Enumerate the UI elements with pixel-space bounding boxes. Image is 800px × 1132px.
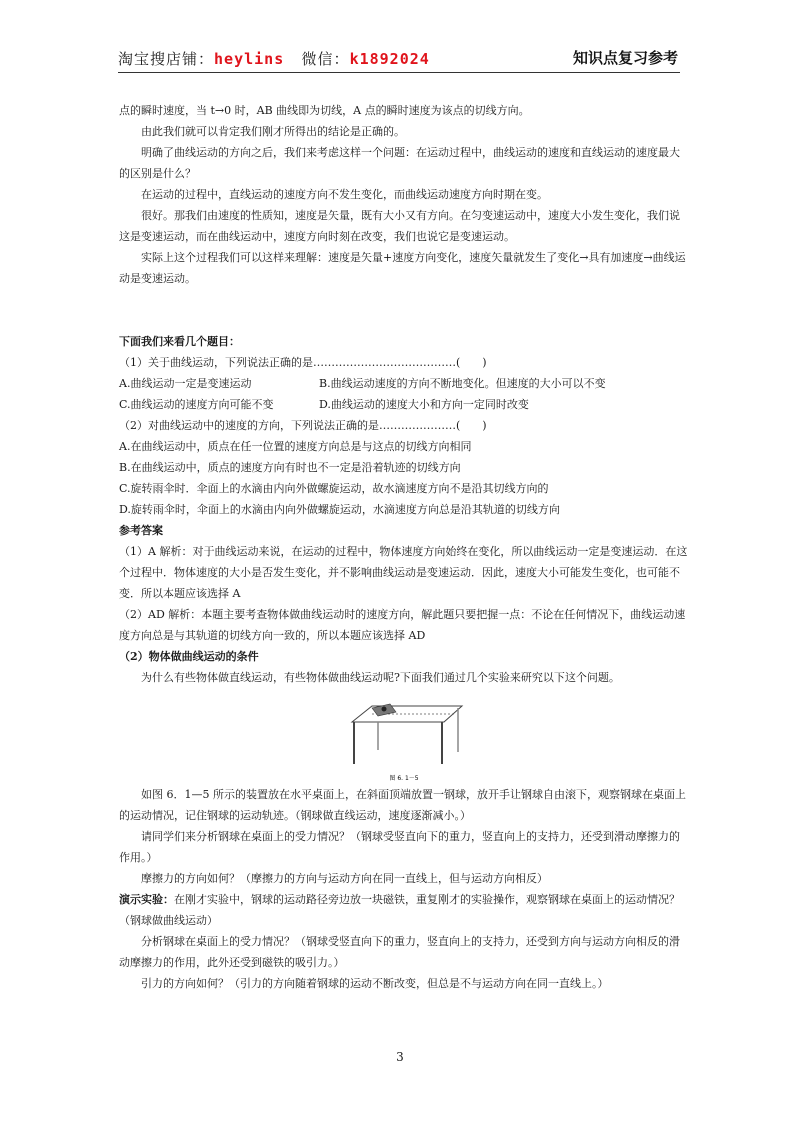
paragraph: 很好。那我们由速度的性质知，速度是矢量，既有大小又有方向。在匀变速运动中，速度大小发生变化，我们说这是变速运动，而在曲线运动中，速度方向时刻在改变，我们也说它是变速运动。 — [119, 209, 680, 243]
page-number: 3 — [396, 1050, 404, 1064]
question-1-options-ab — [119, 373, 689, 394]
demo-label: 演示实验： — [119, 893, 174, 906]
paragraph: 实际上这个过程我们可以这样来理解：速度是矢量+速度方向变化，速度矢量就发生了变化→具有加速度→曲线运动是变速运动。 — [119, 251, 686, 285]
option-a: A.在曲线运动中，质点在任一位置的速度方向总是与这点的切线方向相同 — [119, 440, 472, 453]
option-a: A.曲线运动一定是变速运动 — [119, 377, 252, 390]
header-title: 知识点复习参考 — [572, 49, 678, 67]
paragraph: 请同学们来分析钢球在桌面上的受力情况？（钢球受竖直向下的重力，竖直向上的支持力，还受到滑动摩擦力的作用。） — [119, 830, 680, 864]
paragraph: （钢球做曲线运动） — [119, 914, 218, 927]
question-1: （1）关于曲线运动，下列说法正确的是…………………………………( ) — [119, 356, 487, 369]
answers-heading: 参考答案 — [119, 524, 163, 537]
shop-name: heylins — [214, 50, 285, 68]
option-c: C.旋转雨伞时．伞面上的水滴由内向外做螺旋运动，故水滴速度方向不是沿其切线方向的 — [119, 482, 549, 495]
questions-heading: 下面我们来看几个题目： — [119, 335, 240, 348]
paragraph: 如图 6．1—5 所示的装置放在水平桌面上，在斜面顶端放置一钢球，放开手让钢球自由滚下，观察钢球在桌面上的运动情况，记住钢球的运动轨迹。（钢球做直线运动，速度逐渐减小。） — [119, 788, 686, 822]
shop-info — [118, 48, 430, 69]
question-2: （2）对曲线运动中的速度的方向，下列说法正确的是…………………( ) — [119, 419, 487, 432]
option-b: B.在曲线运动中，质点的速度方向有时也不一定是沿着轨迹的切线方向 — [119, 461, 461, 474]
table-ramp-figure — [344, 692, 464, 784]
paragraph: 明确了曲线运动的方向之后，我们来考虑这样一个问题：在运动过程中，曲线运动的速度和直线运动的速度最大的区别是什么？ — [119, 146, 680, 180]
paragraph: 由此我们就可以肯定我们刚才所得出的结论是正确的。 — [141, 125, 405, 138]
question-1-options-cd — [119, 394, 689, 415]
answer-2: （2）AD 解析：本题主要考查物体做曲线运动时的速度方向，解此题只要把握一点：不论在任何情况下，曲线运动速度方向总是与其轨道的切线方向一致的，所以本题应该选择 AD — [119, 608, 686, 642]
paragraph: 为什么有些物体做直线运动，有些物体做曲线运动呢?下面我们通过几个实验来研究以下这个问题。 — [141, 671, 620, 684]
option-c: C.曲线运动的速度方向可能不变 — [119, 398, 274, 411]
table-illustration — [344, 692, 464, 784]
paragraph: 引力的方向如何？（引力的方向随着钢球的运动不断改变，但总是不与运动方向在同一直线上。） — [141, 977, 609, 990]
paragraph: 在运动的过程中，直线运动的速度方向不发生变化，而曲线运动速度方向时期在变。 — [141, 188, 548, 201]
wechat-label: 微信： — [301, 50, 350, 68]
paragraph: 分析钢球在桌面上的受力情况？（钢球受竖直向下的重力，竖直向上的支持力，还受到方向与运动方向相反的滑动摩擦力的作用，此外还受到磁铁的吸引力。） — [119, 935, 680, 969]
demo-paragraph — [119, 889, 689, 910]
option-d: D.曲线运动的速度大小和方向一定同时改变 — [319, 398, 529, 411]
shop-label: 淘宝搜店铺： — [118, 50, 215, 68]
page-header — [118, 44, 680, 73]
paragraph: 点的瞬时速度，当 t→0 时，AB 曲线即为切线，A 点的瞬时速度为该点的切线方向。 — [119, 104, 530, 117]
option-d: D.旋转雨伞时，伞面上的水滴由内向外做螺旋运动，水滴速度方向总是沿其轨道的切线方向 — [119, 503, 560, 516]
answer-1: （1）A 解析：对于曲线运动来说，在运动的过程中，物体速度方向始终在变化，所以曲线运动一定是变速运动．在这个过程中．物体速度的大小是否发生变化，并不影响曲线运动是变速运动．因此，速度大小可能发生变化，也可能不变．所以本题应该选择 A — [119, 545, 688, 600]
option-b: B.曲线运动速度的方向不断地变化。但速度的大小可以不变 — [319, 377, 606, 390]
paragraph: 摩擦力的方向如何？（摩擦力的方向与运动方向在同一直线上，但与运动方向相反） — [141, 872, 548, 885]
demo-text: 在刚才实验中，钢球的运动路径旁边放一块磁铁，重复刚才的实验操作，观察钢球在桌面上的运动情况？ — [174, 893, 680, 906]
figure-caption: 图 6. 1－5 — [389, 775, 419, 782]
wechat-id: k1892024 — [349, 50, 430, 68]
page-content — [119, 100, 689, 994]
section-heading: （2）物体做曲线运动的条件 — [119, 650, 259, 663]
